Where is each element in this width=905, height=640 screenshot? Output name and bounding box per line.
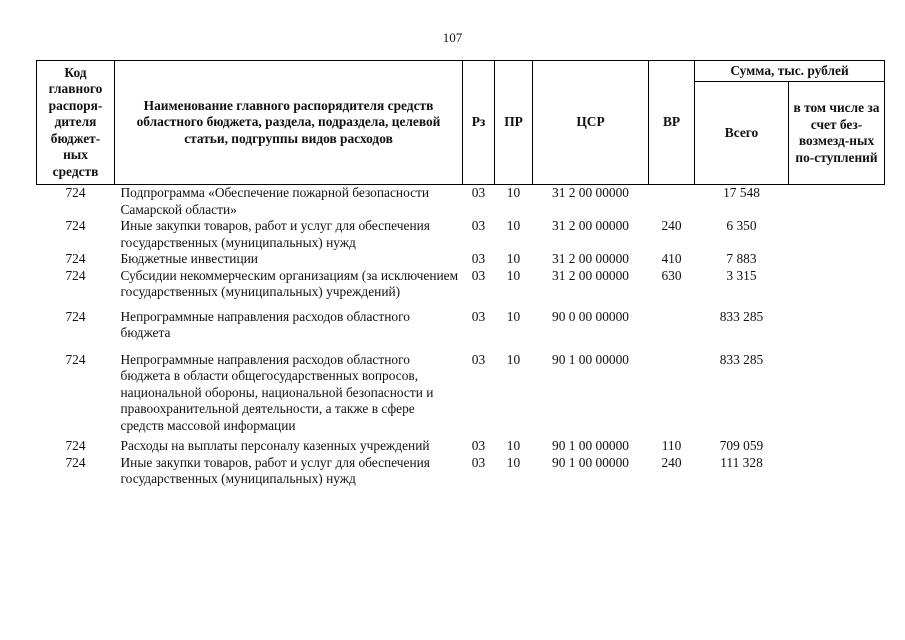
- cell-grant: [789, 352, 885, 435]
- cell-name: Субсидии некоммерческим организациям (за исключением государственных (муниципальных) учреждений): [120, 267, 459, 299]
- cell-vr: [649, 352, 695, 435]
- cell-code: 724: [65, 267, 86, 283]
- cell-pr: 10: [506, 438, 521, 453]
- table-body: [37, 185, 885, 488]
- cell-csr: 90 0 00 00000: [552, 308, 629, 324]
- table-row: [37, 185, 885, 219]
- cell-vr: 110: [661, 438, 682, 453]
- cell-vr: [649, 309, 695, 342]
- cell-name: Непрограммные направления расходов областного бюджета в области общегосударственных вопросов, национальной обороны, национальной безопасности и правоохранительной деятельности, а также в сфере средств массовой информации: [120, 351, 434, 433]
- cell-pr: 10: [506, 351, 521, 367]
- header-name: Наименование главного распорядителя средств областного бюджета, раздела, подраздела, целевой статьи, подгруппы видов расходов: [115, 61, 463, 185]
- cell-rz: 03: [471, 185, 486, 200]
- cell-code: 724: [65, 454, 86, 470]
- cell-csr: 90 1 00 00000: [552, 454, 629, 470]
- cell-total: 709 059: [719, 438, 764, 453]
- cell-total: 7 883: [726, 251, 757, 266]
- cell-name: Расходы на выплаты персоналу казенных учреждений: [120, 438, 430, 453]
- cell-csr: 31 2 00 00000: [552, 251, 629, 266]
- cell-total: 833 285: [719, 308, 764, 324]
- cell-vr: 240: [661, 454, 682, 470]
- cell-grant: [789, 455, 885, 488]
- cell-pr: 10: [506, 308, 521, 324]
- cell-code: 724: [65, 438, 86, 453]
- cell-code: 724: [65, 351, 86, 367]
- cell-csr: 31 2 00 00000: [552, 218, 629, 233]
- cell-grant: [789, 218, 885, 251]
- row-spacer-cell: [37, 342, 885, 352]
- cell-code: 724: [65, 251, 86, 266]
- header-pr: ПР: [495, 61, 533, 185]
- cell-name: Иные закупки товаров, работ и услуг для обеспечения государственных (муниципальных) нужд: [120, 454, 430, 486]
- header-csr: ЦСР: [533, 61, 649, 185]
- cell-rz: 03: [471, 267, 486, 283]
- cell-name: Иные закупки товаров, работ и услуг для обеспечения государственных (муниципальных) нужд: [120, 218, 430, 250]
- table-row: [37, 268, 885, 301]
- cell-grant: [789, 185, 885, 219]
- cell-pr: 10: [506, 267, 521, 283]
- table-row: [37, 455, 885, 488]
- row-spacer: [37, 301, 885, 309]
- cell-csr: 31 2 00 00000: [552, 185, 629, 200]
- cell-rz: 03: [471, 218, 486, 233]
- cell-vr: 630: [661, 267, 682, 283]
- cell-pr: 10: [506, 218, 521, 233]
- cell-code: 724: [65, 218, 86, 233]
- cell-rz: 03: [471, 438, 486, 453]
- row-spacer-cell: [37, 301, 885, 309]
- cell-csr: 90 1 00 00000: [552, 351, 629, 367]
- cell-total: 3 315: [726, 267, 757, 283]
- cell-rz: 03: [471, 454, 486, 470]
- header-vr: ВР: [649, 61, 695, 185]
- header-code: Код главного распоря-дителя бюджет-ных средств: [37, 61, 115, 185]
- cell-vr: 410: [661, 251, 682, 266]
- cell-pr: 10: [506, 454, 521, 470]
- cell-name: Бюджетные инвестиции: [120, 251, 258, 266]
- header-sum: Сумма, тыс. рублей: [695, 61, 885, 82]
- cell-code: 724: [65, 185, 86, 200]
- cell-code: 724: [65, 308, 86, 324]
- cell-pr: 10: [506, 251, 521, 266]
- cell-pr: 10: [506, 185, 521, 200]
- cell-vr: [649, 185, 695, 219]
- cell-rz: 03: [471, 308, 486, 324]
- page-number: 107: [442, 30, 463, 45]
- cell-grant: [789, 251, 885, 268]
- cell-vr: 240: [661, 218, 682, 233]
- header-total: Всего: [695, 82, 789, 185]
- table-row: [37, 309, 885, 342]
- cell-grant: [789, 438, 885, 455]
- header-rz: Рз: [463, 61, 495, 185]
- header-grant: в том числе за счет без-возмезд-ных по-ступлений: [789, 82, 885, 185]
- cell-rz: 03: [471, 351, 486, 367]
- cell-name: Непрограммные направления расходов областного бюджета: [120, 308, 410, 340]
- table-row: [37, 218, 885, 251]
- cell-total: 6 350: [726, 218, 757, 233]
- cell-grant: [789, 309, 885, 342]
- cell-grant: [789, 268, 885, 301]
- cell-csr: 31 2 00 00000: [552, 267, 629, 283]
- table-row: [37, 438, 885, 455]
- cell-csr: 90 1 00 00000: [552, 438, 629, 453]
- table-row: [37, 251, 885, 268]
- table-header: [37, 61, 885, 185]
- cell-total: 111 328: [720, 454, 763, 470]
- cell-rz: 03: [471, 251, 486, 266]
- budget-table: [36, 60, 885, 488]
- row-spacer: [37, 342, 885, 352]
- cell-total: 17 548: [723, 185, 760, 200]
- table-row: [37, 352, 885, 435]
- cell-name: Подпрограмма «Обеспечение пожарной безопасности Самарской области»: [120, 185, 430, 217]
- cell-total: 833 285: [719, 351, 764, 367]
